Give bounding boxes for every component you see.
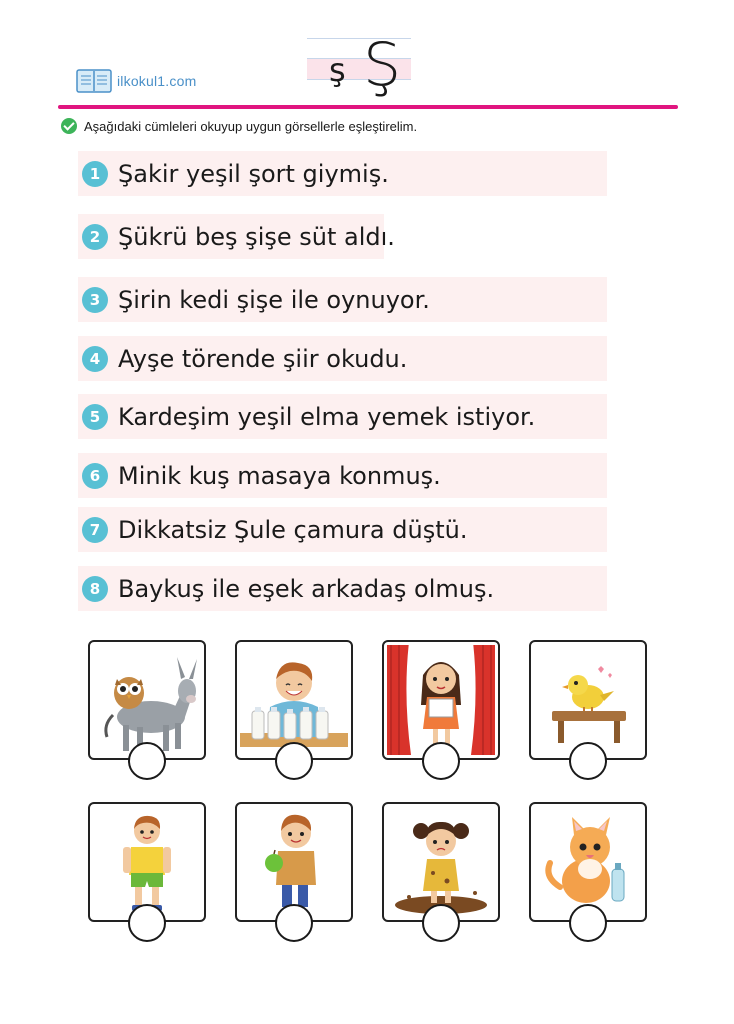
answer-circle[interactable] — [422, 742, 460, 780]
number-badge: 2 — [82, 224, 108, 250]
sentence-row — [78, 214, 395, 259]
sentence-text: Şakir yeşil şort giymiş. — [118, 159, 389, 188]
sentence-row — [78, 336, 607, 381]
answer-circle[interactable] — [128, 904, 166, 942]
sentence-row — [78, 566, 607, 611]
sentence-row — [78, 394, 607, 439]
sentence-text: Dikkatsiz Şule çamura düştü. — [118, 515, 468, 544]
picture-card — [382, 640, 500, 760]
picture-card — [88, 802, 206, 922]
uppercase-letter: Ş — [363, 30, 402, 100]
number-badge: 1 — [82, 161, 108, 187]
sentence-row — [78, 453, 607, 498]
picture-card — [235, 640, 353, 760]
number-badge: 3 — [82, 287, 108, 313]
number-badge: 4 — [82, 346, 108, 372]
answer-circle[interactable] — [569, 904, 607, 942]
answer-circle[interactable] — [422, 904, 460, 942]
answer-circle[interactable] — [275, 742, 313, 780]
site-logo — [76, 66, 196, 96]
check-circle-icon — [61, 118, 77, 134]
girl-in-mud-picture — [387, 807, 495, 917]
boy-in-green-shorts-picture — [93, 807, 201, 917]
answer-circle[interactable] — [128, 742, 166, 780]
picture-card — [529, 802, 647, 922]
picture-card — [235, 802, 353, 922]
answer-circle[interactable] — [275, 904, 313, 942]
picture-card — [529, 640, 647, 760]
cat-with-bottle-picture — [534, 807, 642, 917]
sentence-text: Ayşe törende şiir okudu. — [118, 344, 408, 373]
boy-with-green-apple-picture — [240, 807, 348, 917]
sentence-text: Şirin kedi şişe ile oynuyor. — [118, 285, 430, 314]
lowercase-letter: ş — [329, 51, 346, 89]
bird-on-table-picture — [534, 645, 642, 755]
book-logo-icon — [76, 68, 112, 94]
number-badge: 5 — [82, 404, 108, 430]
sentence-row — [78, 507, 607, 552]
instruction-line — [61, 118, 417, 134]
answer-circle[interactable] — [569, 742, 607, 780]
header-divider — [58, 105, 678, 109]
sentence-row — [78, 277, 607, 322]
logo-text: ilkokul1.com — [117, 73, 197, 89]
number-badge: 6 — [82, 463, 108, 489]
girl-on-stage-picture — [387, 645, 495, 755]
picture-card — [88, 640, 206, 760]
owl-on-donkey-picture — [93, 645, 201, 755]
sentence-text: Kardeşim yeşil elma yemek istiyor. — [118, 402, 536, 431]
sentence-row — [78, 151, 607, 196]
number-badge: 8 — [82, 576, 108, 602]
letter-guide-box — [307, 30, 411, 100]
boy-with-milk-bottles-picture — [240, 645, 348, 755]
picture-card — [382, 802, 500, 922]
sentence-text: Baykuş ile eşek arkadaş olmuş. — [118, 574, 495, 603]
sentence-text: Şükrü beş şişe süt aldı. — [118, 222, 395, 251]
sentence-text: Minik kuş masaya konmuş. — [118, 461, 441, 490]
number-badge: 7 — [82, 517, 108, 543]
sentence-list — [78, 151, 607, 611]
instruction-text: Aşağıdaki cümleleri okuyup uygun görsellerle eşleştirelim. — [84, 118, 418, 134]
